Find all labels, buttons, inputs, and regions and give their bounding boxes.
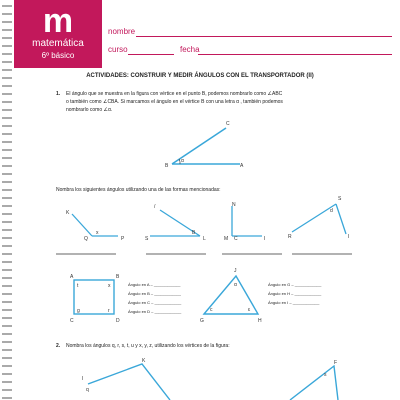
square-answer-a[interactable]: Ángulo en A – ____________ xyxy=(128,282,181,287)
point-c-label: C xyxy=(226,121,230,127)
f2-label-b: B xyxy=(192,230,196,236)
triangle-answer-g[interactable]: Ángulo en G – ____________ xyxy=(268,282,322,287)
date-label: fecha xyxy=(180,45,200,54)
alpha-label: α xyxy=(181,158,184,164)
q2-label-q: q xyxy=(86,387,89,393)
activity-title: ACTIVIDADES: CONSTRUIR Y MEDIR ÁNGULOS CON EL TRANSPORTADOR (II) xyxy=(86,73,314,79)
question-1-number: 1. xyxy=(56,91,61,97)
point-b-label: B xyxy=(165,163,169,169)
triangle-answer-g-label: Ángulo en G – xyxy=(268,282,294,287)
f1-label-k: K xyxy=(66,210,70,216)
polygon-left xyxy=(88,364,170,400)
square-label-g: g xyxy=(77,308,80,314)
logo-word: matemática xyxy=(32,38,84,49)
q2-label-k: K xyxy=(142,358,146,364)
square-label-x: x xyxy=(108,283,111,289)
square-answer-b-label: Ángulo en B – xyxy=(128,291,154,296)
square-label-b: B xyxy=(116,274,120,280)
question-2-text: Nombra los ángulos q, r, s, t, u y x, y, z, utilizando los vértices de la figura: xyxy=(66,343,230,349)
square-answer-d-label: Ángulo en D – xyxy=(128,309,154,314)
square-answer-d[interactable]: Ángulo en D – ____________ xyxy=(128,309,182,314)
square-answer-b[interactable]: Ángulo en B – ____________ xyxy=(128,291,181,296)
triangle-answer-h-label: Ángulo en H – xyxy=(268,291,294,296)
name-label: nombre xyxy=(108,27,136,36)
triangle-label-g: G xyxy=(200,318,204,324)
logo-letter: m xyxy=(42,2,74,40)
f2-label-slash: / xyxy=(154,204,156,210)
f4-label-s: S xyxy=(338,196,342,202)
triangle-label-c: c xyxy=(210,307,213,313)
f1-label-q: Q xyxy=(84,236,88,242)
f4-label-r: R xyxy=(288,234,292,240)
square-label-c: C xyxy=(70,318,74,324)
square-label-d: D xyxy=(116,318,120,324)
course-label: curso xyxy=(108,45,128,54)
f4-label-d: d xyxy=(330,208,333,214)
f2-label-s: S xyxy=(145,236,149,242)
triangle-label-epsilon: ε xyxy=(248,307,251,313)
question-1-line-2: o también como ∠CBA. Si marcamos el ángulo en el vértice B con una letra α , también podemos xyxy=(66,99,283,105)
triangle-answer-h[interactable]: Ángulo en H – ____________ xyxy=(268,291,322,296)
triangle-answer-i-label: Ángulo en I – xyxy=(268,300,292,305)
f1-label-x: x xyxy=(96,230,99,236)
q2-label-i: I xyxy=(82,376,84,382)
square-label-a: A xyxy=(70,274,74,280)
question-1-line-3: nombrarlo como ∠α. xyxy=(66,107,113,113)
triangle-label-h: H xyxy=(258,318,262,324)
square-answer-a-label: Ángulo en A – xyxy=(128,282,153,287)
triangle-answer-i[interactable]: Ángulo en I – ____________ xyxy=(268,300,320,305)
f3-label-c: C xyxy=(234,236,238,242)
q2-label-f: F xyxy=(334,360,338,366)
point-a-label: A xyxy=(240,163,244,169)
square-answer-c-label: Ángulo en C – xyxy=(128,300,154,305)
f3-label-m: M xyxy=(224,236,229,242)
square-label-r: r xyxy=(108,308,110,314)
square-answer-c[interactable]: Ángulo en C – ____________ xyxy=(128,300,182,305)
grade-label: 6º básico xyxy=(41,51,75,60)
f3-label-n: N xyxy=(232,202,236,208)
question-1-line-1: El ángulo que se muestra en la figura con vértice en el punto B, podemos nombrarlo como ∠ABC xyxy=(66,91,283,97)
f4-label-i: I xyxy=(348,234,350,240)
q2-label-s: s xyxy=(324,372,327,378)
question-2-number: 2. xyxy=(56,343,61,349)
polygon-right xyxy=(290,366,338,400)
triangle-label-j: J xyxy=(234,268,237,274)
f2-label-l: L xyxy=(203,236,206,242)
f1-label-p: P xyxy=(121,236,125,242)
square-label-t: t xyxy=(77,283,79,289)
f3-label-i: I xyxy=(264,236,266,242)
triangle-label-alpha: α xyxy=(234,282,237,288)
instruction-text: Nombra los siguientes ángulos utilizando una de las formas mencionadas: xyxy=(56,187,221,193)
